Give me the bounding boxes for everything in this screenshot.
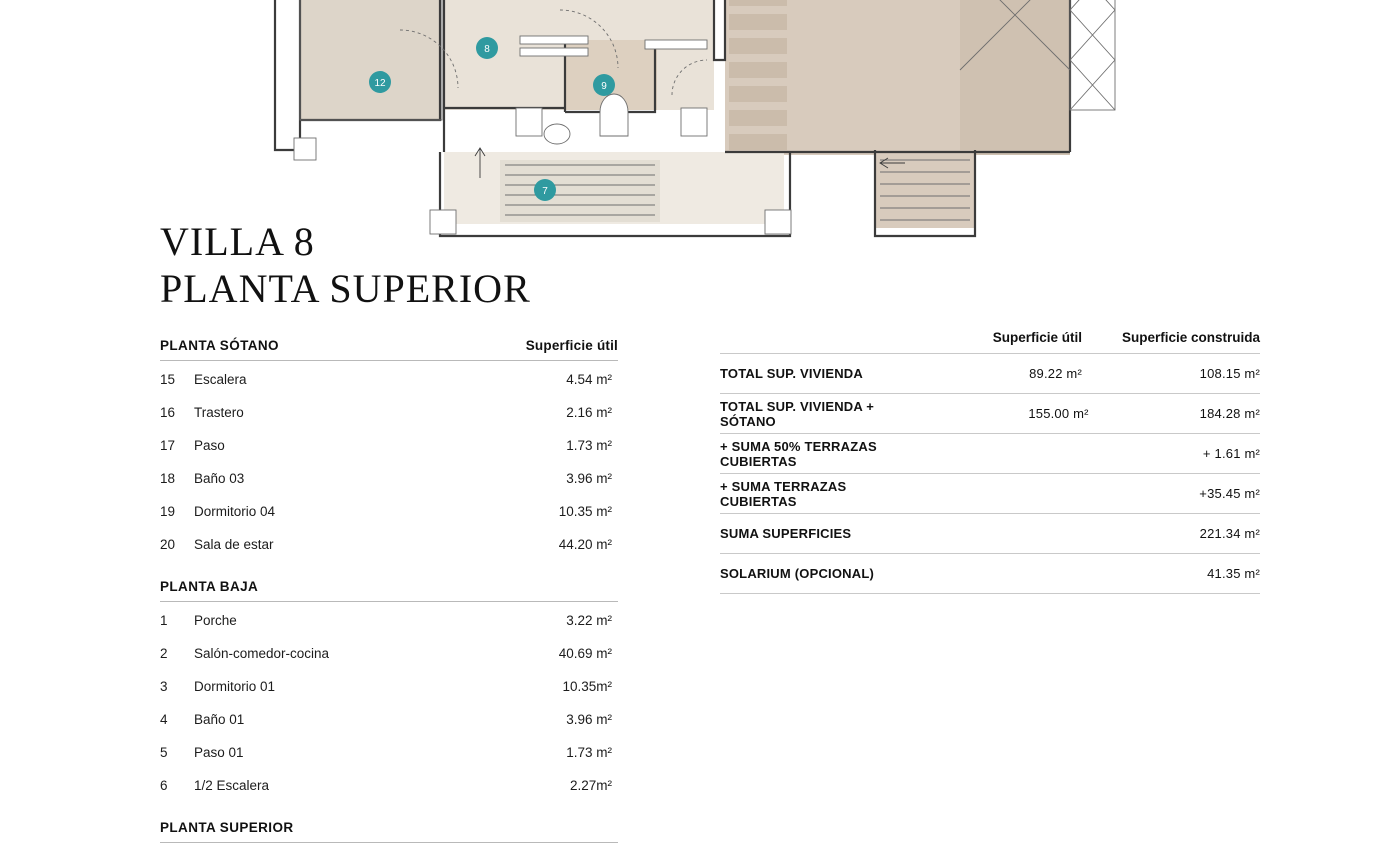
room-number: 4 <box>160 712 168 727</box>
room-number: 18 <box>160 471 176 486</box>
section-title: PLANTA SÓTANO <box>160 338 279 353</box>
summary-label: TOTAL SUP. VIVIENDA + SÓTANO <box>720 398 875 429</box>
summary-construida-value: 184.28 m² <box>1199 406 1260 421</box>
table-row <box>160 778 618 811</box>
room-area: 3.96 m² <box>566 471 612 486</box>
summary-header-construida: Superficie construida <box>1121 330 1260 345</box>
table-row <box>720 513 1260 553</box>
room-area: 1.73 m² <box>566 438 612 453</box>
summary-label: + SUMA TERRAZAS CUBIERTAS <box>720 478 847 509</box>
room-name: Baño 01 <box>194 712 245 727</box>
room-name: Trastero <box>194 405 244 420</box>
room-area: 10.35m² <box>562 679 612 694</box>
room-name: Paso 01 <box>194 745 244 760</box>
plan-marker-label: 12 <box>374 78 386 89</box>
room-number: 6 <box>160 778 168 793</box>
room-name: Dormitorio 01 <box>194 679 276 694</box>
summary-util-value: 155.00 m² <box>1028 406 1089 421</box>
summary-label: SUMA SUPERFICIES <box>720 526 852 541</box>
summary-construida-value: +35.45 m² <box>1199 486 1260 501</box>
table-row <box>720 353 1260 393</box>
room-name: Paso <box>194 438 225 453</box>
section-title: PLANTA SUPERIOR <box>160 820 294 835</box>
table-row <box>720 393 1260 433</box>
summary-label: TOTAL SUP. VIVIENDA <box>720 366 863 381</box>
summary-construida-value: 41.35 m² <box>1207 566 1260 581</box>
villa-title-line1: VILLA 8 <box>160 219 315 264</box>
table-row <box>720 473 1260 513</box>
room-number: 19 <box>160 504 176 519</box>
room-number: 20 <box>160 537 176 552</box>
table-row <box>720 433 1260 473</box>
villa-title-line2: PLANTA SUPERIOR <box>160 266 531 312</box>
summary-table <box>720 330 1260 594</box>
table-row <box>160 679 618 712</box>
room-name: Baño 03 <box>194 471 245 486</box>
room-name: Salón-comedor-cocina <box>194 646 330 661</box>
section-title: PLANTA BAJA <box>160 579 259 594</box>
room-name: Porche <box>194 613 237 628</box>
table-row <box>160 613 618 646</box>
room-area: 44.20 m² <box>558 537 612 552</box>
room-area: 2.27m² <box>569 778 612 793</box>
summary-table-header <box>720 330 1260 353</box>
room-name: Sala de estar <box>194 537 274 552</box>
room-name: 1/2 Escalera <box>194 778 270 793</box>
room-name: Escalera <box>194 372 247 387</box>
room-area: 40.69 m² <box>558 646 612 661</box>
section-unit-header: Superficie útil <box>525 338 618 353</box>
room-area: 4.54 m² <box>566 372 612 387</box>
summary-construida-value: 108.15 m² <box>1199 366 1260 381</box>
summary-util-value: 89.22 m² <box>1029 366 1082 381</box>
table-row <box>160 471 618 504</box>
table-row <box>160 537 618 570</box>
table-row <box>720 553 1260 594</box>
room-number: 15 <box>160 372 176 387</box>
table-row <box>160 504 618 537</box>
room-number: 17 <box>160 438 176 453</box>
summary-header-util: Superficie útil <box>992 330 1082 345</box>
summary-construida-value: 221.34 m² <box>1199 526 1260 541</box>
section-header-sotano <box>160 338 618 361</box>
room-number: 2 <box>160 646 168 661</box>
room-number: 16 <box>160 405 176 420</box>
plan-marker <box>534 179 556 201</box>
room-schedule-table <box>160 338 618 845</box>
room-name: Dormitorio 04 <box>194 504 276 519</box>
plan-marker <box>593 74 615 96</box>
table-row <box>160 372 618 405</box>
room-area: 1.73 m² <box>566 745 612 760</box>
plan-marker <box>476 37 498 59</box>
plan-marker <box>369 71 391 93</box>
table-row <box>160 405 618 438</box>
page-title <box>160 218 531 312</box>
room-number: 5 <box>160 745 168 760</box>
summary-label: + SUMA 50% TERRAZAS CUBIERTAS <box>720 438 877 469</box>
plan-marker-label: 9 <box>601 81 607 92</box>
summary-construida-value: + 1.61 m² <box>1202 446 1260 461</box>
summary-label: SOLARIUM (OPCIONAL) <box>720 566 875 581</box>
room-area: 10.35 m² <box>558 504 612 519</box>
floor-plan <box>0 0 1390 250</box>
room-area: 3.22 m² <box>566 613 612 628</box>
plan-marker-label: 7 <box>542 186 548 197</box>
room-number: 1 <box>160 613 168 628</box>
floor-plan-drawing <box>0 0 1390 250</box>
room-area: 2.16 m² <box>566 405 612 420</box>
table-row <box>160 646 618 679</box>
room-area: 3.96 m² <box>566 712 612 727</box>
section-header-baja <box>160 579 618 602</box>
table-row <box>160 745 618 778</box>
room-number: 3 <box>160 679 168 694</box>
table-row <box>160 438 618 471</box>
plan-marker-label: 8 <box>484 44 490 55</box>
table-row <box>160 712 618 745</box>
